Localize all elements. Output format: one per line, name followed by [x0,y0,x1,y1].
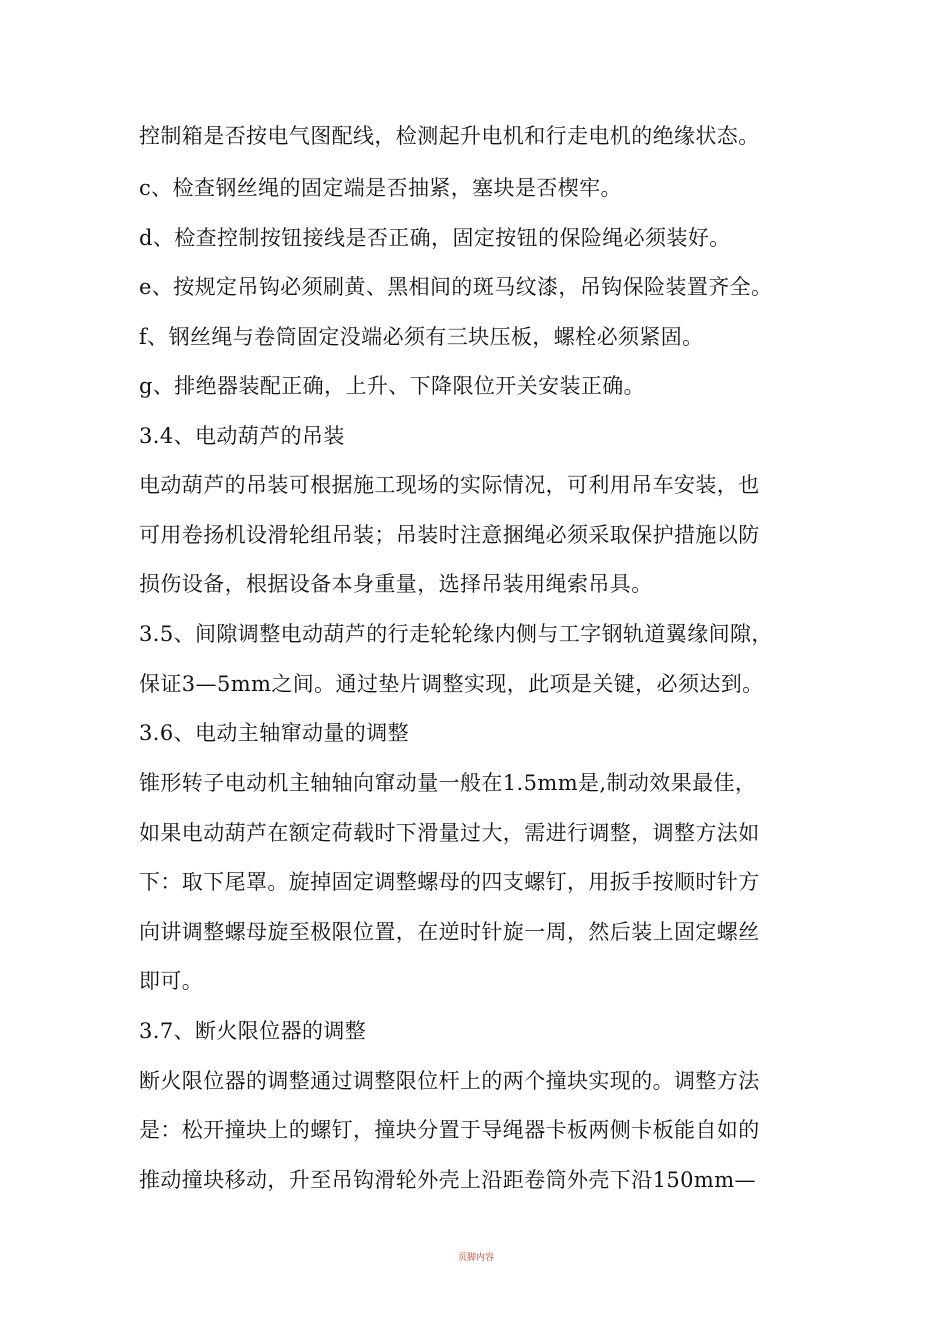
text-line: 下：取下尾罩。旋掉固定调整螺母的四支螺钉，用扳手按顺时针方 [139,870,760,894]
section-heading: 3.7、断火限位器的调整 [139,1019,367,1043]
text-line: 推动撞块移动，升至吊钩滑轮外壳上沿距卷筒外壳下沿150mm— [139,1168,756,1192]
text-line: f、钢丝绳与卷筒固定没端必须有三块压板，螺栓必须紧固。 [139,325,704,349]
text-line: 即可。 [139,969,204,993]
text-line: 锥形转子电动机主轴轴向窜动量一般在1.5mm是,制动效果最佳， [139,771,757,795]
text-line: 断火限位器的调整通过调整限位杆上的两个撞块实现的。调整方法 [139,1069,760,1093]
text-line: 损伤设备，根据设备本身重量，选择吊装用绳索吊具。 [139,572,653,596]
text-line: 保证3—5mm之间。通过垫片调整实现，此项是关键，必须达到。 [139,672,764,696]
text-line: 可用卷扬机设滑轮组吊装；吊装时注意捆绳必须采取保护措施以防 [139,523,760,547]
section-heading: 3.4、电动葫芦的吊装 [139,424,345,448]
section-heading: 3.6、电动主轴窜动量的调整 [139,721,409,745]
text-line: 电动葫芦的吊装可根据施工现场的实际情况，可利用吊车安装，也 [139,473,760,497]
text-line: g、排绝器装配正确，上升、下降限位开关安装正确。 [139,374,646,398]
text-line: 控制箱是否按电气图配线，检测起升电机和行走电机的绝缘状态。 [139,124,760,148]
text-line: 如果电动葫芦在额定荷载时下滑量过大，需进行调整，调整方法如 [139,821,760,845]
text-line: c、检查钢丝绳的固定端是否抽紧，塞块是否楔牢。 [139,176,622,200]
text-line: e、按规定吊钩必须刷黄、黑相间的斑马纹漆，吊钩保险装置齐全。 [139,275,773,299]
page-footer: 页脚内容 [458,1253,495,1263]
text-line: d、检查控制按钮接线是否正确，固定按钮的保险绳必须装好。 [139,226,731,250]
text-line: 向讲调整螺母旋至极限位置，在逆时针旋一周，然后装上固定螺丝 [139,920,760,944]
text-line: 是：松开撞块上的螺钉，撞块分置于导绳器卡板两侧卡板能自如的 [139,1118,760,1142]
section-heading: 3.5、间隙调整电动葫芦的行走轮轮缘内侧与工字钢轨道翼缘间隙， [139,622,773,646]
